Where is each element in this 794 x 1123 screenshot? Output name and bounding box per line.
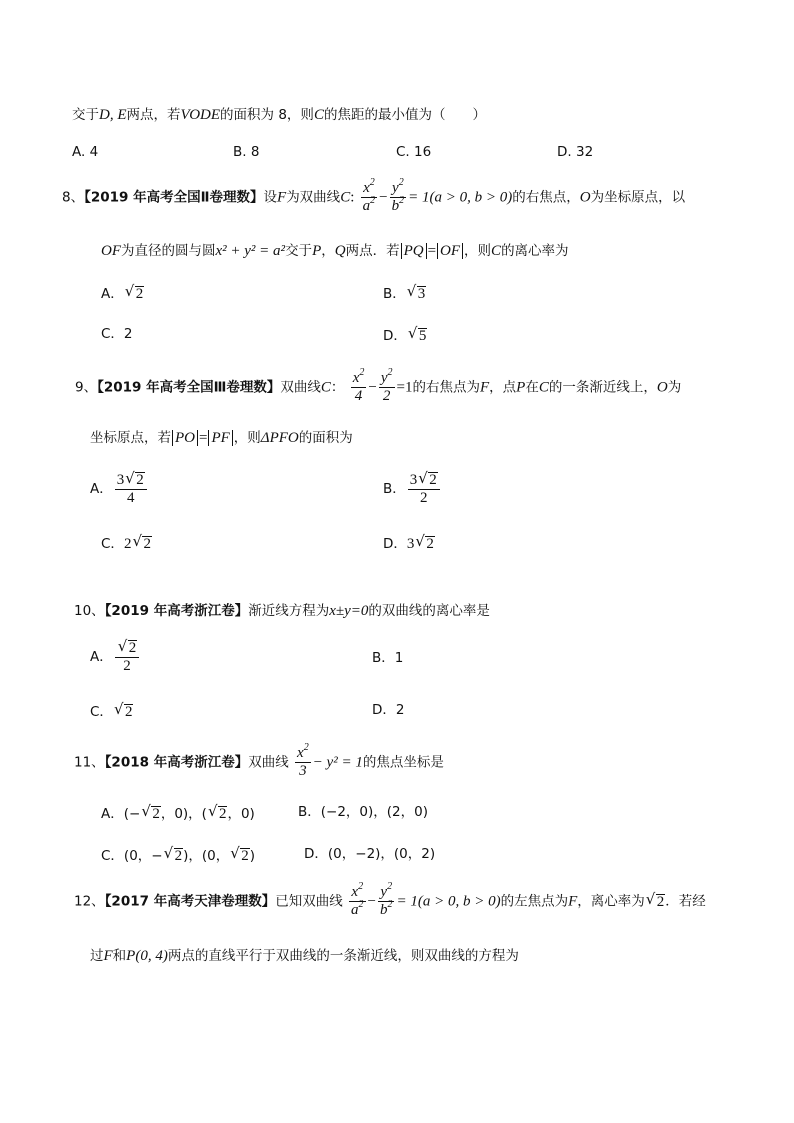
- q8-text: 交于: [285, 243, 313, 259]
- question-number: 9、: [75, 379, 98, 396]
- q9-text: 双曲线: [280, 379, 321, 396]
- q9-text: 的一条渐近线上，: [548, 379, 657, 396]
- q9-colon: ：: [330, 379, 345, 396]
- numerator: y: [380, 370, 388, 386]
- q9-text: 的面积为: [298, 430, 353, 446]
- q9-option-d[interactable]: [383, 536, 435, 552]
- q12-text: 两点的直线平行于双曲线的一条渐近线，则双曲线的方程为: [167, 948, 519, 964]
- sqrt: [415, 536, 435, 552]
- option-text: )，(0，: [183, 848, 230, 864]
- option-text: ，0): [227, 806, 255, 822]
- radicand: 2: [429, 472, 437, 488]
- option-label: A．: [101, 286, 124, 302]
- coefficient: 3: [409, 472, 418, 488]
- q11-frac: $\frac{x^2}{3}$: [297, 742, 309, 779]
- q12-text: ．若经: [665, 893, 706, 910]
- q8-text: 为坐标原点，以: [590, 189, 686, 206]
- question-source: 【2017 年高考天津卷理数】: [104, 893, 276, 910]
- q8-var: OF: [101, 243, 121, 259]
- q8-text: ，则: [464, 243, 492, 259]
- q9-text: 的右焦点为: [412, 379, 480, 396]
- coefficient: 2: [123, 536, 132, 552]
- minus: −: [368, 379, 377, 396]
- option-label: B．: [383, 286, 406, 302]
- radicand: 5: [418, 328, 427, 344]
- fraction: [115, 472, 147, 507]
- q9-line2: [90, 431, 353, 446]
- q9-text: 为: [667, 379, 682, 396]
- q7-curve: C: [313, 107, 324, 123]
- question-source: 【2019 年高考全国Ⅱ卷理数】: [84, 189, 264, 206]
- q8-circle-eq: x² + y² = a²: [215, 243, 286, 259]
- q7-line1: [72, 108, 486, 123]
- q11-text: 双曲线: [248, 754, 289, 771]
- radicand: 2: [128, 640, 137, 656]
- q11-text: 的焦点坐标是: [362, 754, 444, 771]
- radicand: 2: [124, 704, 133, 720]
- q8-eq: =: [427, 243, 437, 259]
- sqrt: [408, 328, 428, 344]
- radicand: 2: [143, 536, 151, 552]
- numerator: x: [297, 745, 304, 761]
- q9-eq: =: [199, 430, 208, 446]
- sqrt: [164, 848, 184, 864]
- option-label: B．: [383, 480, 406, 497]
- q7-option-b[interactable]: B. 8: [233, 144, 260, 160]
- q9-text: 在: [525, 379, 539, 396]
- radicand: 2: [152, 806, 160, 822]
- q8-abs-of: OF: [437, 243, 463, 259]
- q9-text: 坐标原点，若: [90, 430, 171, 446]
- option-label: D．: [383, 536, 407, 552]
- question-number: 10、: [74, 603, 105, 619]
- option-label: D．: [383, 328, 407, 344]
- q12-text: ，离心率为: [577, 893, 645, 910]
- q9-var: O: [656, 379, 668, 396]
- q9-var: C: [538, 379, 549, 396]
- question-number: 12、: [74, 893, 105, 910]
- q12-eq-tail: = 1(a > 0, b > 0): [396, 893, 501, 910]
- q8-text: 两点．若: [345, 243, 400, 259]
- q12-point: P(0, 4): [126, 948, 168, 964]
- question-number: 8、: [62, 189, 85, 206]
- question-source: 【2018 年高考浙江卷】: [104, 754, 249, 771]
- q8-line2: [101, 244, 569, 259]
- sqrt: [141, 806, 161, 822]
- radicand: 2: [135, 286, 144, 302]
- radicand: 3: [417, 286, 426, 302]
- radicand: 2: [426, 536, 434, 552]
- option-label: C．: [101, 536, 124, 552]
- q8-text: 的离心率为: [501, 243, 569, 259]
- q9-text: ，则: [233, 430, 261, 446]
- q10-option-d[interactable]: D．2: [372, 702, 405, 718]
- q10-option-c[interactable]: [90, 704, 133, 720]
- sqrt: [132, 536, 152, 552]
- q8-var: F: [277, 189, 287, 206]
- q9-option-a[interactable]: [90, 472, 149, 507]
- question-source: 【2019 年高考浙江卷】: [104, 603, 249, 619]
- denominator: 2: [382, 388, 391, 404]
- fraction: [115, 640, 140, 675]
- q7-text: 交于: [72, 107, 99, 123]
- q8-text: 的右焦点，: [512, 189, 580, 206]
- sqrt: [114, 704, 134, 720]
- q8-var: C: [491, 243, 502, 259]
- q7-text: 的面积为 8，则: [220, 107, 314, 123]
- q10-text: 的双曲线的离心率是: [368, 603, 490, 619]
- denominator: 4: [354, 388, 363, 404]
- q9-option-c[interactable]: [101, 536, 152, 552]
- q8-eq-tail: = 1(a > 0, b > 0): [408, 189, 513, 206]
- sqrt: [208, 806, 228, 822]
- sqrt: [230, 848, 250, 864]
- q8-option-c[interactable]: C．2: [101, 326, 133, 342]
- radicand: 2: [218, 806, 227, 822]
- q8-text: ，: [321, 243, 335, 259]
- option-text: A．(−: [101, 806, 141, 822]
- option-label: A．: [90, 648, 113, 665]
- radicand: 2: [136, 472, 144, 488]
- denominator: 2: [420, 490, 428, 506]
- q10-option-a[interactable]: [90, 640, 141, 675]
- q8-line1: 8、【2019 年高考全国Ⅱ卷理数】设F为双曲线C: $\frac{x^2}{a^2}$ − $\frac{y^2}{b^2}$ = 1(a > 0, b > 0)的右焦点，O为坐标原点，以: [62, 177, 686, 214]
- question-source: 【2019 年高考全国Ⅲ卷理数】: [97, 379, 281, 396]
- q7-text: 的焦距的最小值为（ ）: [323, 107, 486, 123]
- q7-triangle: VODE: [180, 107, 221, 123]
- q11-eq-tail: − y² = 1: [312, 754, 363, 771]
- q12-text: 和: [112, 948, 127, 964]
- q8-option-d[interactable]: [383, 328, 427, 344]
- q11-option-d[interactable]: D．(0，−2)，(0，2): [304, 846, 436, 862]
- q8-frac-x: $\frac{x^2}{a^2}$: [362, 177, 376, 214]
- q8-frac-y: $\frac{y^2}{b^2}$: [391, 177, 405, 214]
- q9-abs-pf: PF: [208, 430, 232, 446]
- denominator: 4: [127, 490, 135, 506]
- q8-var: Q: [334, 243, 346, 259]
- fraction: [408, 472, 440, 507]
- q12-line2: [90, 949, 519, 964]
- q10-option-b[interactable]: B．1: [372, 650, 404, 666]
- radicand: 2: [241, 848, 249, 864]
- q8-var: O: [579, 189, 591, 206]
- q9-option-b[interactable]: [383, 472, 442, 507]
- radicand: 2: [174, 848, 183, 864]
- q7-option-a[interactable]: A. 4: [72, 144, 99, 160]
- option-label: C．: [90, 704, 113, 720]
- numerator: x: [352, 370, 360, 386]
- q9-line1: [75, 367, 682, 405]
- coefficient: 3: [116, 472, 125, 488]
- q9-var: C: [320, 379, 331, 396]
- q12-line1: 12、【2017 年高考天津卷理数】已知双曲线 $\frac{x^2}{a^2}$ − $\frac{y^2}{b^2}$ = 1(a > 0, b > 0)的左焦点为F，离心率为√ 2．若经: [74, 884, 706, 919]
- sqrt: [125, 286, 145, 302]
- q7-points: D, E: [99, 107, 127, 123]
- sqrt: [646, 894, 666, 910]
- q8-var: P: [312, 243, 322, 259]
- q9-var: P: [516, 379, 526, 396]
- denominator: 2: [123, 658, 131, 674]
- coefficient: 3: [406, 536, 415, 552]
- option-text: ): [249, 848, 255, 864]
- q11-option-a[interactable]: [101, 806, 255, 822]
- option-text: C．(0，−: [101, 848, 163, 864]
- q8-text: 为直径的圆与圆: [121, 243, 216, 259]
- q9-eq-tail: =1: [396, 379, 413, 396]
- q11-line1: [74, 742, 444, 780]
- q7-option-d[interactable]: D. 32: [557, 144, 594, 160]
- question-number: 11、: [74, 754, 105, 771]
- q9-var: F: [479, 379, 490, 396]
- sqrt: [407, 286, 427, 302]
- q8-text: 为双曲线: [286, 189, 341, 206]
- q8-option-b[interactable]: [383, 286, 426, 302]
- q8-text: 设: [263, 189, 278, 206]
- q12-text: 已知双曲线: [275, 893, 343, 910]
- q8-colon: :: [350, 189, 355, 206]
- q9-abs-po: PO: [172, 430, 198, 446]
- q9-text: ，点: [489, 379, 517, 396]
- q10-asymptote-eq: x±y=0: [329, 603, 369, 619]
- q9-frac-y: $\frac{y^2}{2}$: [380, 367, 393, 404]
- q12-var: F: [568, 893, 578, 910]
- q11-option-c[interactable]: [101, 848, 255, 864]
- option-label: A．: [90, 480, 113, 497]
- q8-var: C: [340, 189, 351, 206]
- q12-var: F: [103, 948, 113, 964]
- q11-option-b[interactable]: B．(−2，0)，(2，0): [298, 804, 428, 820]
- q12-frac-x: $\frac{x^2}{a^2}$: [351, 881, 364, 918]
- q8-abs-pq: PQ: [401, 243, 427, 259]
- q9-frac-x: $\frac{x^2}{4}$: [352, 367, 365, 404]
- q7-text: 两点，若: [126, 107, 181, 123]
- radicand: 2: [656, 893, 665, 910]
- denominator: 3: [299, 763, 307, 779]
- q8-option-a[interactable]: [101, 286, 144, 302]
- q7-option-c[interactable]: C. 16: [396, 144, 432, 160]
- q9-triangle: ΔPFO: [260, 430, 299, 446]
- option-text: ，0)，(: [160, 806, 207, 822]
- q12-text: 过: [90, 948, 104, 964]
- q10-line1: [74, 604, 490, 619]
- q10-text: 渐近线方程为: [248, 603, 330, 619]
- q12-text: 的左焦点为: [500, 893, 569, 910]
- q12-frac-y: $\frac{y^2}{b^2}$: [379, 881, 393, 918]
